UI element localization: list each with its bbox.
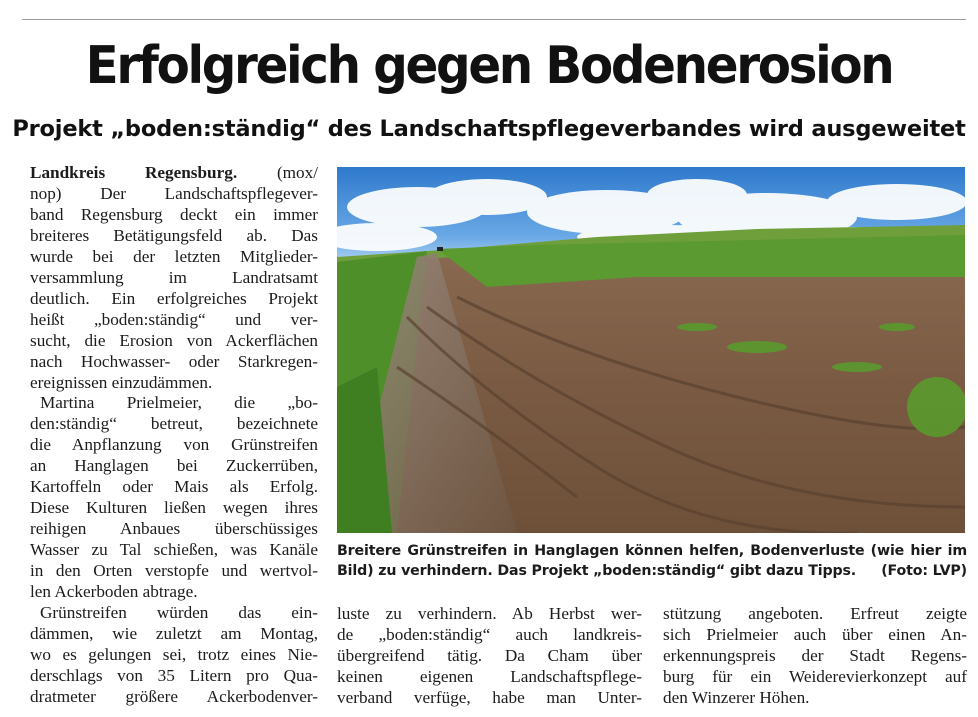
text-line: deutlich. Ein erfolgreiches Projekt [30,288,318,308]
text-line: dratmeter größere Ackerbodenver- [30,686,318,706]
top-rule [22,19,966,20]
text-line: wo es gelungen sei, trotz eines Nie- [30,644,318,664]
photo-credit: (Foto: LVP) [881,563,967,579]
text-line: nach Hochwasser- oder Starkregen- [30,351,318,371]
dateline: Landkreis Regensburg. [30,163,238,182]
text-line: Martina Prielmeier, die „bo- [40,393,318,413]
text-line: luste zu verhindern. Ab Herbst wer- [337,604,642,623]
subheadline: Projekt „boden:ständig“ des Landschaftspflegeverbandes wird ausgeweitet [12,116,966,142]
article-photo [337,167,965,533]
text-line: in den Orten verstopfe und wertvol- [30,561,318,581]
text-line: verband verfüge, habe man Unter- [337,687,642,707]
text-line: reihigen Anbaues überschüssiges [30,519,318,539]
text-line: nop) Der Landschaftspflegever- [30,183,318,203]
text-line: wurde bei der letzten Mitglieder- [30,246,318,266]
text-line: die Anpflanzung von Grünstreifen [30,435,318,455]
text-line: keinen eigenen Landschaftspflege- [337,666,642,686]
text-line: stützung angeboten. Erfreut zeigte [663,604,967,623]
column-2 [337,604,642,709]
headline: Erfolgreich gegen Bodenerosion [85,36,893,96]
text-line: übergreifend tätig. Da Cham über [337,645,642,665]
text-line: Diese Kulturen ließen wegen ihres [30,498,318,518]
text-line: sucht, die Erosion von Ackerflächen [30,330,318,350]
text-line: heißt „boden:ständig“ und ver- [30,309,318,329]
text-line: Wasser zu Tal schießen, was Kanäle [30,540,318,560]
column-3 [663,604,967,709]
text-line: Grünstreifen würden das ein- [40,603,318,623]
text-line: burg für ein Weiderevierkonzept auf [663,666,967,686]
text-line: erkennungspreis der Stadt Regens- [663,645,967,665]
text-line: den Winzerer Höhen. [663,687,810,707]
text-line: len Ackerboden abtrage. [30,582,198,602]
text-line: breiteres Betätigungsfeld ab. Das [30,225,318,245]
text-line: Kartoffeln oder Mais als Erfolg. [30,477,318,497]
text-line: versammlung im Landratsamt [30,267,318,287]
text-line: de „boden:ständig“ auch landkreis- [337,624,642,644]
text-line: den:ständig“ betreut, bezeichnete [30,414,318,434]
caption-line: Bild) zu verhindern. Das Projekt „boden:ständig“ gibt dazu Tipps. (Foto: LVP) [337,563,967,579]
text-line: derschlags von 35 Litern pro Qua- [30,665,318,685]
photo-caption [337,541,967,581]
text-line: band Regensburg deckt ein immer [30,204,318,224]
text-line: dämmen, wie zuletzt am Montag, [30,623,318,643]
caption-line: Breitere Grünstreifen in Hanglagen können helfen, Bodenverluste (wie hier im [337,543,967,559]
text-line: an Hanglagen bei Zuckerrüben, [30,456,318,476]
text-line: ereignissen einzudämmen. [30,372,213,392]
text-line: sich Prielmeier auch über einen An- [663,624,967,644]
text-line: Landkreis Regensburg. (mox/ [30,163,319,182]
column-1 [30,163,318,708]
